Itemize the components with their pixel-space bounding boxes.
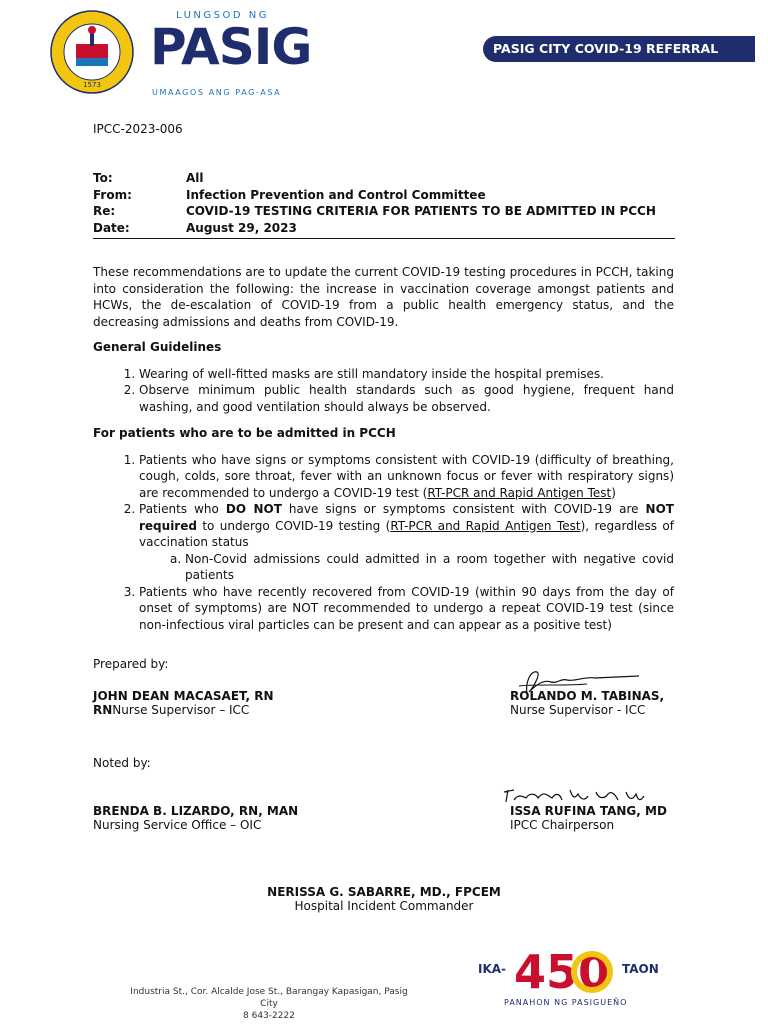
list-item: 1. Wearing of well-fitted masks are still mandatory inside the hospital premises. (139, 366, 674, 383)
address-line: Industria St., Cor. Alcalde Jose St., Barangay Kapasigan, Pasig City (130, 987, 408, 1009)
city-name: PASIG (150, 18, 312, 76)
emphasis-text: NOT required (139, 502, 674, 533)
signatory-title: Hospital Incident Commander (294, 899, 474, 913)
prepared-by-label: Prepared by: (93, 657, 169, 671)
memo-key: From: (93, 187, 132, 202)
intro-text: These recommendations are to update the current COVID-19 testing procedures in PCCH, taking into consideration the following: the increase in vaccination coverage amongst patients and HCWs, the de-escalation of COVID-19 from a public health emergency status, and the decreasing admissions and deaths from COVID-19. (93, 265, 674, 329)
list-item (139, 501, 674, 584)
sub-list-item: a. Non-Covid admissions could admitted in a room together with negative covid patients (185, 551, 674, 584)
footer (0, 940, 768, 1024)
emphasis-text: DO NOT (225, 502, 282, 516)
memo-row-date (93, 220, 675, 237)
intro-paragraph (93, 264, 674, 330)
city-tagline: UMAAGOS ANG PAG-ASA (152, 88, 282, 97)
anniversary-ika: IKA- (478, 962, 507, 976)
reference-number: IPCC-2023-006 (93, 122, 183, 136)
signatory-name: JOHN DEAN MACASAET, RN (93, 689, 274, 703)
signatory-title: Nursing Service Office – OIC (93, 818, 262, 832)
anniversary-tagline: PANAHON NG PASIGUEÑO (504, 998, 628, 1007)
general-guidelines-heading: General Guidelines (93, 340, 222, 354)
noted-by-label: Noted by: (93, 756, 151, 770)
preparer-left (93, 689, 274, 717)
memo-key: Date: (93, 220, 130, 235)
anniversary-number: 450 (514, 945, 611, 996)
memo-value: August 29, 2023 (186, 220, 297, 235)
phone-number: 8 643-2222 (243, 1011, 295, 1021)
city-seal-logo (50, 10, 134, 94)
memo-row-to (93, 170, 675, 187)
signatory-title: Nurse Supervisor - ICC (510, 703, 646, 717)
signatory-title: IPCC Chairperson (510, 818, 615, 832)
memo-row-re (93, 203, 675, 220)
anniversary-450-logo (512, 940, 616, 996)
item-text: to undergo COVID-19 testing ( (196, 518, 391, 533)
noter-right (510, 804, 667, 832)
signatory-title (93, 703, 274, 717)
signatory-name: BRENDA B. LIZARDO, RN, MAN (93, 804, 299, 818)
memo-value: All (186, 171, 204, 185)
signatory-name: NERISSA G. SABARRE, MD., FPCEM (267, 885, 501, 899)
list-item: 3. Patients who have recently recovered from COVID-19 (within 90 days from the day of onset of symptoms) are NOT recommended to undergo a repeat COVID-19 test (since non-infectious viral particles can be present and can appear as a positive test) (139, 584, 674, 634)
memo-value: COVID-19 TESTING CRITERIA FOR PATIENTS TO BE ADMITTED IN PCCH (186, 204, 656, 218)
lungsod-text: LUNGSOD NG (176, 10, 269, 21)
preparer-right (510, 689, 664, 717)
pasig-brand-logo (150, 8, 312, 97)
anniversary-taon: TAON (622, 962, 659, 976)
sub-list (139, 551, 674, 584)
admission-list (93, 452, 674, 634)
noter-left (93, 804, 298, 832)
memo-key: Re: (93, 204, 116, 218)
item-text: Patients who have signs or symptoms consistent with COVID-19 (difficulty of breathing, cough, colds, sore throat, fever with an unknown focus or fever with respiratory signs) are recommended to undergo a COVID-19 test ( (139, 452, 674, 500)
signatory-name: ISSA RUFINA TANG, MD (510, 804, 667, 818)
general-guidelines-section (93, 339, 674, 415)
memo-key: To: (93, 171, 113, 185)
footer-address (124, 986, 414, 1022)
item-text: ), regardless of vaccination status (139, 518, 674, 549)
title-text: Nurse Supervisor – ICC (112, 703, 250, 717)
item-text: have signs or symptoms consistent with COVID-19 are (281, 502, 646, 516)
test-type-text: RT-PCR and Rapid Antigen Test (390, 518, 581, 533)
referral-center-banner: PASIG CITY COVID-19 REFERRAL CENTER (483, 36, 749, 62)
banner-tail (745, 36, 755, 62)
list-item (139, 452, 674, 502)
item-text: Patients who (139, 502, 226, 516)
memo-row-from (93, 187, 675, 204)
general-guidelines-list (93, 366, 674, 416)
memo-header (93, 170, 675, 239)
admission-section (93, 425, 674, 633)
seal-year: 1573 (83, 81, 101, 89)
item-text: ) (611, 485, 616, 500)
memo-value: Infection Prevention and Control Committee (186, 187, 486, 202)
admission-heading: For patients who are to be admitted in PCCH (93, 426, 396, 440)
title-prefix: RN (93, 703, 113, 717)
commander-block (0, 885, 768, 913)
test-type-text: RT-PCR and Rapid Antigen Test (427, 485, 612, 500)
list-item: 2. Observe minimum public health standards such as good hygiene, frequent hand washing, and good ventilation should always be observed. (139, 382, 674, 415)
signatory-name: ROLANDO M. TABINAS, (510, 689, 665, 703)
